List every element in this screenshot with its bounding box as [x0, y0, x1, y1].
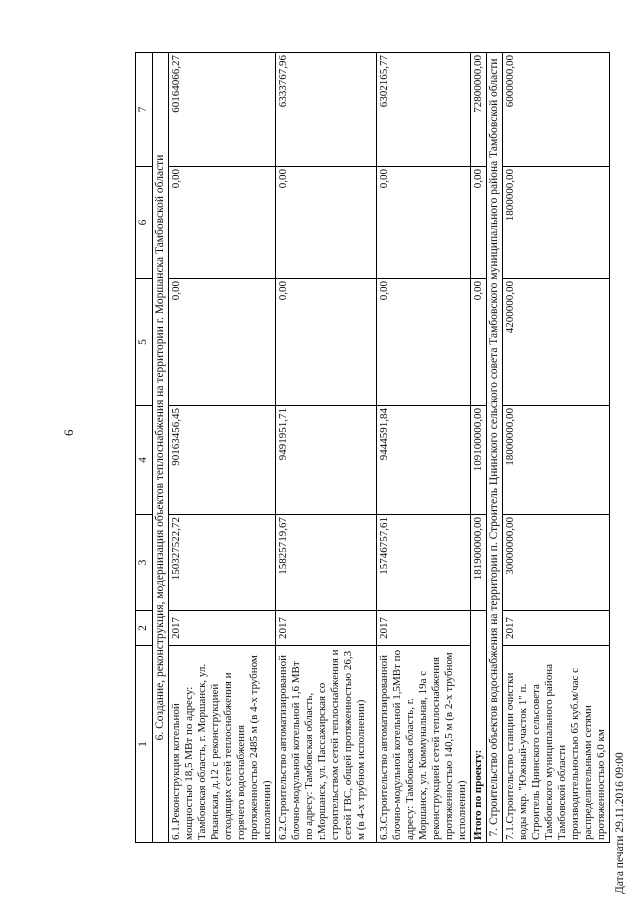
value-cell: 1800000,00: [503, 167, 610, 279]
value-cell: 18000000,00: [503, 406, 610, 515]
value-cell: 6333767,96: [276, 53, 377, 167]
header-cell: 7: [136, 53, 153, 167]
table-row: [169, 53, 276, 843]
total-cell: 72800000,00: [471, 53, 487, 167]
header-cell: 1: [136, 646, 153, 843]
value-cell: 0,00: [169, 167, 276, 279]
section-row: [153, 53, 169, 843]
total-cell: 181900000,00: [471, 515, 487, 611]
value-cell: 0,00: [169, 279, 276, 406]
total-cell: 0,00: [471, 167, 487, 279]
value-cell: 0,00: [276, 167, 377, 279]
value-cell: 0,00: [276, 279, 377, 406]
value-cell: 15746757,61: [377, 515, 471, 611]
value-cell: 9491951,71: [276, 406, 377, 515]
year-cell: 2017: [276, 611, 377, 646]
total-label: Итого по проекту:: [471, 611, 487, 843]
header-cell: 3: [136, 515, 153, 611]
header-cell: 2: [136, 611, 153, 646]
header-cell: 6: [136, 167, 153, 279]
value-cell: 0,00: [377, 279, 471, 406]
project-name-cell: 6.2.Строительство автоматизированной блочно-модульной котельной 1,6 МВт по адресу: Тамбовская область, г.Моршанск, ул. Пассажирская со строительством сетей теплоснабжения и сетей ГВС, общей протяженностью 26,3 м (в 4-х трубном исполнении): [276, 646, 377, 843]
header-cell: 4: [136, 406, 153, 515]
investment-table: [135, 52, 610, 843]
total-row: [471, 53, 487, 843]
project-name-cell: 6.1.Реконструкция котельной мощностью 18,5 МВт по адресу: Тамбовская область, г. Моршанск, ул. Рязанская, д.12 с реконструкцией отходящих сетей теплоснабжения и горячего водоснабжения протяженностью 2485 м (в 4-х трубном исполнении): [169, 646, 276, 843]
project-name-cell: 7.1.Строительство станции очистки воды мкр. "Южный-участок 1" п. Строитель Цнинского сельсовета Тамбовского муниципального района Тамбовской области производительностью 65 куб.м/час с распределительными сетями протяженностью 6,0 км: [503, 646, 610, 843]
value-cell: 4200000,00: [503, 279, 610, 406]
year-cell: 2017: [503, 611, 610, 646]
landscape-page: [135, 53, 635, 843]
value-cell: 15825719,67: [276, 515, 377, 611]
year-cell: 2017: [377, 611, 471, 646]
value-cell: 6302165,77: [377, 53, 471, 167]
project-name-cell: 6.3.Строительство автоматизированной блочно-модульной котельной 1,5МВт по адресу: Тамбовская область, г. Моршанск, ул. Коммунальная, 19а с реконструкцией сетей теплоснабжения протяженностью 140,5 м (в 2-х трубном исполнении): [377, 646, 471, 843]
table-row: [377, 53, 471, 843]
table-row: [503, 53, 610, 843]
section-7-title: 7. Строительство объектов водоснабжения на территории п. Строитель Цнинского сельского совета Тамбовского муниципального района Тамбовской области: [487, 53, 503, 843]
value-cell: 60164066,27: [169, 53, 276, 167]
header-cell: 5: [136, 279, 153, 406]
value-cell: 30000000,00: [503, 515, 610, 611]
print-date: Дата печати 29.11.2016 09:00: [614, 752, 626, 894]
total-cell: 0,00: [471, 279, 487, 406]
section-6-title: 6. Создание, реконструкция, модернизация объектов теплоснабжения на территории г. Моршанска Тамбовской области: [153, 53, 169, 843]
value-cell: 6000000,00: [503, 53, 610, 167]
header-row: [136, 53, 153, 843]
value-cell: 150327522,72: [169, 515, 276, 611]
year-cell: 2017: [169, 611, 276, 646]
section-row: [487, 53, 503, 843]
value-cell: 90163456,45: [169, 406, 276, 515]
table-row: [276, 53, 377, 843]
value-cell: 9444591,84: [377, 406, 471, 515]
value-cell: 0,00: [377, 167, 471, 279]
total-cell: 109100000,00: [471, 406, 487, 515]
page-number: 6: [61, 429, 76, 436]
